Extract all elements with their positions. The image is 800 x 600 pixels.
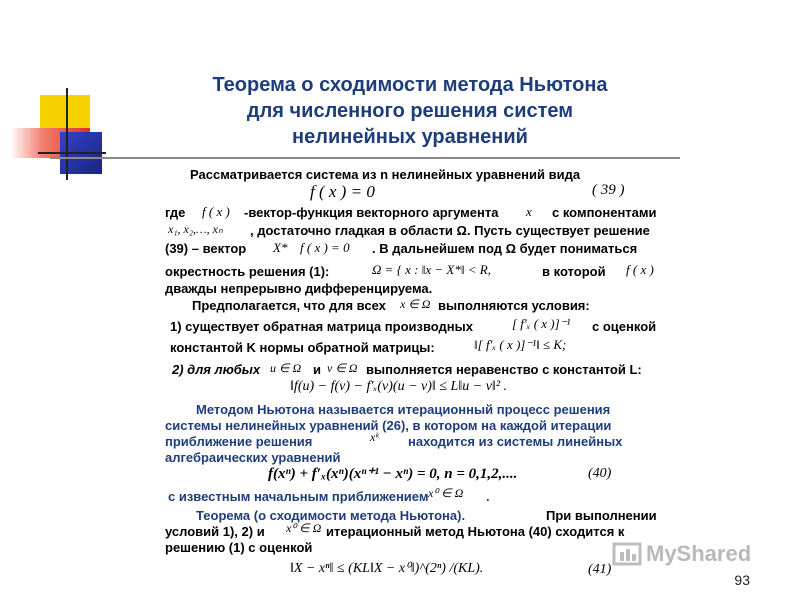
symbol-u-in-omega: u ∈ Ω: [270, 361, 302, 375]
text-constant-K: константой K нормы обратной матрицы:: [170, 340, 435, 355]
slide-title: [130, 72, 690, 150]
symbol-fX-zero: f ( x ) = 0: [300, 240, 350, 255]
symbol-components: x₁, x₂,…, xₙ: [168, 222, 223, 236]
text-with-components: с компонентами: [552, 205, 657, 220]
equation-40-number: (40): [588, 466, 612, 481]
symbol-x-in-omega: x ∈ Ω: [400, 297, 431, 311]
title-divider: [50, 157, 680, 159]
text-period: .: [486, 489, 490, 504]
newton-def-line-3a: приближение решения: [165, 434, 313, 449]
symbol-x0-in-omega: x⁰ ∈ Ω: [428, 486, 464, 500]
symbol-fx: f ( x ): [202, 204, 230, 219]
equation-39-number: ( 39 ): [592, 182, 625, 198]
theorem-converges: итерационный метод Ньютона (40) сходится к: [326, 524, 625, 539]
condition-2: 2) для любых: [172, 362, 261, 377]
symbol-fx-2: f ( x ): [626, 262, 654, 277]
text-conditions: выполняются условия:: [438, 298, 590, 313]
page-number: 93: [734, 572, 750, 588]
text-twice-differentiable: дважды непрерывно дифференцируема.: [165, 281, 433, 296]
text-with-estimate: с оценкой: [592, 319, 657, 334]
text-further: . В дальнейшем под Ω будет пониматься: [372, 241, 638, 256]
text-inequality-L: выполняется неравенство с константой L:: [366, 362, 642, 377]
equation-39: f ( x ) = 0: [310, 182, 375, 201]
text-where: где: [165, 205, 186, 220]
symbol-x0-in-omega-2: x⁰ ∈ Ω: [286, 521, 322, 535]
theorem-solution: решению (1) с оценкой: [165, 540, 313, 555]
equation-41: ‖X − xⁿ‖ ≤ (KL‖X − x⁰‖)^(2ⁿ) /(KL).: [290, 561, 484, 576]
equation-40: f(xⁿ) + f′ₓ(xⁿ)(xⁿ⁺¹ − xⁿ) = 0, n = 0,1,2,....: [268, 466, 518, 482]
text-vector: (39) – вектор: [165, 241, 247, 256]
equation-41-number: (41): [588, 562, 612, 577]
text-in-which: в которой: [542, 264, 606, 279]
newton-def-line-2: системы нелинейных уравнений (26), в котором на каждой итерации: [165, 418, 612, 433]
logo-icon: [612, 540, 642, 570]
text-vector-function: -вектор-функция векторного аргумента: [244, 205, 499, 220]
symbol-omega-set: Ω = { x : ‖x − X*‖ < R,: [372, 262, 491, 277]
symbol-X-star: X*: [273, 240, 288, 255]
horizontal-line: [38, 152, 106, 154]
symbol-xk: xᵏ: [370, 430, 379, 444]
title-line-3: нелинейных уравнений: [292, 126, 528, 148]
vertical-line: [66, 88, 68, 180]
text-and: и: [313, 362, 321, 377]
text-initial-approx: с известным начальным приближением: [168, 489, 429, 504]
title-line-1: Теорема о сходимости метода Ньютона: [212, 74, 608, 96]
condition-1: 1) существует обратная матрица производных: [170, 319, 473, 334]
logo-text: MyShared: [646, 541, 752, 566]
symbol-x: x: [526, 204, 532, 219]
text-smooth-domain: , достаточно гладкая в области Ω. Пусть существует решение: [250, 223, 650, 238]
theorem-conditions: условий 1), 2) и: [165, 524, 265, 539]
newton-def-line-4: алгебраических уравнений: [165, 450, 341, 465]
symbol-v-in-omega: v ∈ Ω: [327, 361, 358, 375]
title-line-2: для численного решения систем: [246, 100, 574, 122]
symbol-norm-K: ‖[ f′ₓ ( x )]⁻¹‖ ≤ K;: [474, 337, 567, 352]
paragraph-intro: Рассматривается система из n нелинейных уравнений вида: [190, 167, 581, 182]
inequality-lipschitz: ‖f(u) − f(v) − f′ₓ(v)(u − v)‖ ≤ L‖u − v‖² .: [290, 379, 508, 394]
text-assumed: Предполагается, что для всех: [192, 298, 386, 313]
newton-def-line-1: Методом Ньютона называется итерационный процесс решения: [196, 402, 611, 417]
text-neighborhood: окрестность решения (1):: [165, 264, 330, 279]
symbol-inverse-matrix: [ f′ₓ ( x )]⁻¹: [512, 316, 571, 331]
theorem-heading: Теорема (о сходимости метода Ньютона).: [196, 508, 466, 523]
theorem-when: При выполнении: [546, 508, 657, 523]
newton-def-line-3b: находится из системы линейных: [408, 434, 623, 449]
